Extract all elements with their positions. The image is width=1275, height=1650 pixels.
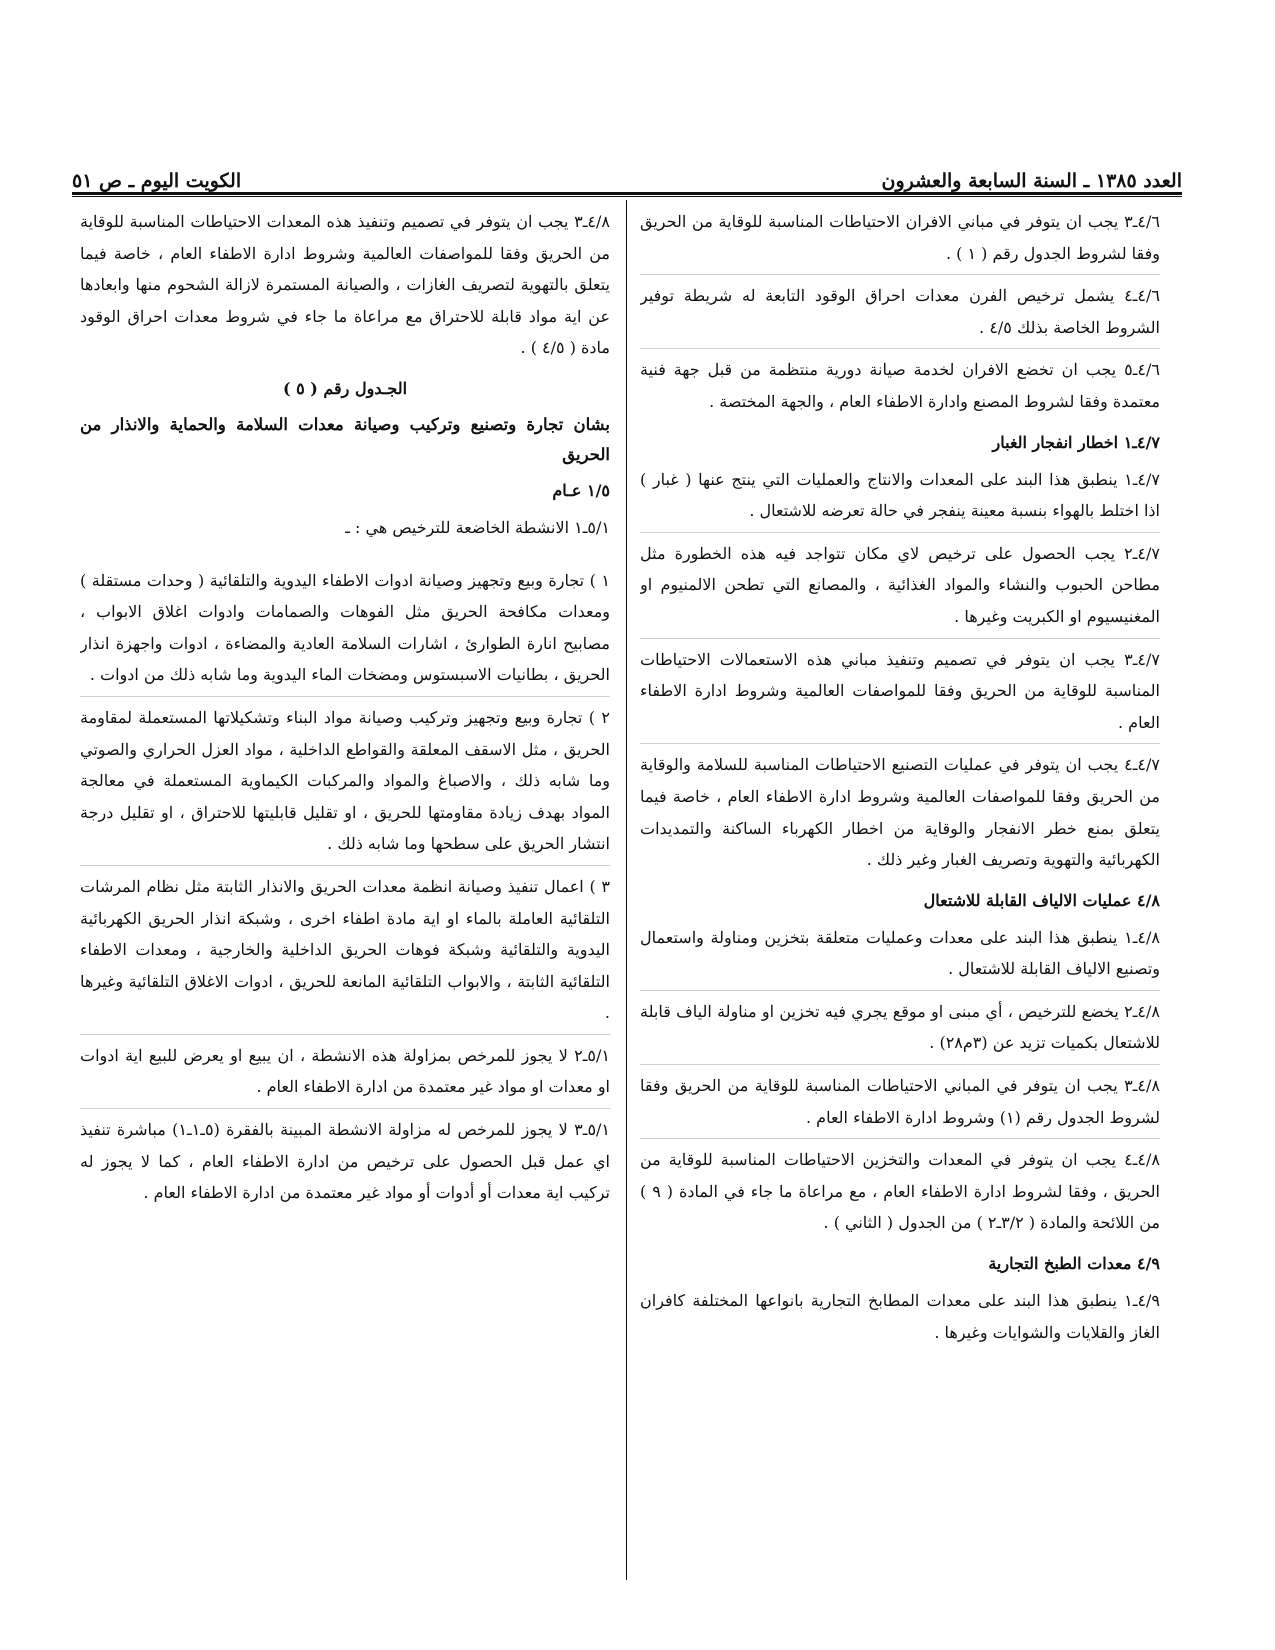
clause-4-9-1: ٤/٩ـ١ ينطبق هذا البند على معدات المطابخ التجارية بانواعها المختلفة كافران الغاز والقلايات والشوايات وغيرها . (640, 1291, 1160, 1342)
clause-4-6-3: ٤/٦ـ٣ يجب ان يتوفر في مباني الافران الاحتياطات المناسبة للوقاية من الحريق وفقا لشروط الجدول رقم ( ١ ) . (640, 206, 1160, 275)
table-subtitle: بشان تجارة وتصنيع وتركيب وصيانة معدات السلامة والحماية والانذار من الحريق (80, 414, 610, 464)
clause-4-8-2: ٤/٨ـ٢ يخضع للترخيص ، أي مبنى او موقع يجري فيه تخزين او مناولة الياف قابلة للاشتعال بكميات تزيد عن (٣م٢٨) . (640, 996, 1160, 1065)
left-column (80, 206, 610, 1586)
issue-info: العدد ١٣٨٥ ـ السنة السابعة والعشرون (881, 170, 1182, 192)
clause-4-7-2: ٤/٧ـ٢ يجب الحصول على ترخيص لاي مكان تتواجد فيه هذه الخطورة مثل مطاحن الحبوب والنشاء والمواد الغذائية ، والمصانع التي تطحن الالمنيوم او المغنيسيوم او الكبريت وغيرها . (640, 538, 1160, 639)
item-3: ٣ ) اعمال تنفيذ وصيانة انظمة معدات الحريق والانذار الثابتة مثل نظام المرشات التلقائية العاملة بالماء او اية مادة اطفاء اخرى ، وشبكة انذار الحريق الكهربائية اليدوية والتلقائية وشبكة فوهات الحريق الداخلية والخارجية ، ومعدات الاطفاء التلقائية الثابتة ، والابواب التلقائية المانعة للحريق ، ادوات الاغلاق التلقائية وغيرها . (80, 871, 610, 1035)
section-heading-commercial-cooking: ٤/٩ معدات الطبخ التجارية (988, 1254, 1160, 1274)
clause-4-8-3-equipment: ٤/٨ـ٣ يجب ان يتوفر في تصميم وتنفيذ هذه المعدات الاحتياطات المناسبة للوقاية من الحريق وفقا للمواصفات العالمية وشروط ادارة الاطفاء العام ، خاصة فيما يتعلق بالتهوية لتصريف الغازات ، والصيانة المستمرة لازالة الشحوم منها وابعادها عن اية مواد قابلة للاحتراق مع مراعاة ما جاء في شروط معدات احراق الوقود مادة ( ٤/٥ ) . (80, 212, 610, 358)
section-heading-fibers: ٤/٨ عمليات الالياف القابلة للاشتعال (923, 890, 1160, 910)
clause-4-6-4: ٤/٦ـ٤ يشمل ترخيص الفرن معدات احراق الوقود التابعة له شريطة توفير الشروط الخاصة بذلك ٤/٥ . (640, 280, 1160, 349)
clause-5-1-1: ٥/١ـ١ الانشطة الخاضعة للترخيص هي : ـ (345, 517, 610, 537)
item-1: ١ ) تجارة وبيع وتجهيز وصيانة ادوات الاطفاء اليدوية والتلقائية ( وحدات مستقلة ) ومعدات مكافحة الحريق مثل الفوهات والصمامات وادوات اغلاق الابواب ، مصابيح انارة الطوارئ ، اشارات السلامة العادية والمضاءة ، ادوات واجهزة انذار الحريق ، بطانيات الاسبستوس ومضخات الماء اليدوية وما شابه ذلك من ادوات . (80, 565, 610, 697)
right-column (640, 206, 1160, 1586)
clause-5-1-2: ٥/١ـ٢ لا يجوز للمرخص بمزاولة هذه الانشطة ، ان يبيع او يعرض للبيع اية ادوات او معدات او مواد غير معتمدة من ادارة الاطفاء العام . (80, 1040, 610, 1109)
clause-4-6-5: ٤/٦ـ٥ يجب ان تخضع الافران لخدمة صيانة دورية منتظمة من قبل جهة فنية معتمدة وفقا لشروط المصنع وادارة الاطفاء العام ، والجهة المختصة . (640, 360, 1160, 411)
clause-4-7-1: ٤/٧ـ١ ينطبق هذا البند على المعدات والانتاج والعمليات التي ينتج عنها ( غبار ) اذا اختلط بالهواء بنسبة معينة ينفجر في حالة تعرضه للاشتعال . (640, 464, 1160, 533)
publication-page: الكويت اليوم ـ ص ٥١ (72, 170, 242, 192)
clause-4-7-4: ٤/٧ـ٤ يجب ان يتوفر في عمليات التصنيع الاحتياطات المناسبة للسلامة والوقاية من الحريق وفقا للمواصفات العالمية وشروط ادارة الاطفاء العام ، خاصة فيما يتعلق بمنع خطر الانفجار والوقاية من اخطار الكهرباء الساكنة والتمديدات الكهربائية والتهوية وتصريف الغبار وغير ذلك . (640, 755, 1160, 870)
clause-4-8-3: ٤/٨ـ٣ يجب ان يتوفر في المباني الاحتياطات المناسبة للوقاية من الحريق وفقا لشروط الجدول رقم (١) وشروط ادارة الاطفاء العام . (640, 1070, 1160, 1139)
table-title: الجـدول رقم ( ٥ ) (282, 378, 408, 398)
clause-4-7-3: ٤/٧ـ٣ يجب ان يتوفر في تصميم وتنفيذ مباني هذه الاستعمالات الاحتياطات المناسبة للوقاية من الحريق وفقا للمواصفات العالمية وشروط ادارة الاطفاء العام . (640, 644, 1160, 745)
header-rule-thick (72, 192, 1182, 195)
section-heading-dust-explosion: ٤/٧ـ١ اخطار انفجار الغبار (992, 432, 1160, 452)
item-2: ٢ ) تجارة وبيع وتجهيز وتركيب وصيانة مواد البناء وتشكيلاتها المستعملة لمقاومة الحريق ، مثل الاسقف المعلقة والقواطع الداخلية ، مواد العزل الحراري والصوتي وما شابه ذلك ، والاصباغ والمواد والمركبات الكيماوية المستعملة في معالجة المواد بهدف زيادة مقاومتها للحريق ، او تقليل قابليتها للاحتراق ، او تقليل درجة انتشار الحريق على سطحها وما شابه ذلك . (80, 702, 610, 866)
column-divider (626, 200, 627, 1580)
section-heading-general: ١/٥ عـام (552, 480, 610, 500)
clause-5-1-3: ٥/١ـ٣ لا يجوز للمرخص له مزاولة الانشطة المبينة بالفقرة (٥ـ١ـ١) مباشرة تنفيذ اي عمل قبل الحصول على ترخيص من ادارة الاطفاء العام ، كما لا يجوز له تركيب اية معدات أو أدوات أو مواد غير معتمدة من ادارة الاطفاء العام . (80, 1120, 610, 1203)
clause-4-8-1: ٤/٨ـ١ ينطبق هذا البند على معدات وعمليات متعلقة بتخزين ومناولة واستعمال وتصنيع الالياف القابلة للاشتعال . (640, 922, 1160, 991)
page-header (72, 150, 1182, 192)
clause-4-8-4: ٤/٨ـ٤ يجب ان يتوفر في المعدات والتخزين الاحتياطات المناسبة للوقاية من الحريق ، وفقا لشروط ادارة الاطفاء العام ، مع مراعاة ما جاء في المادة ( ٩ ) من اللائحة والمادة ( ٣/٢ـ٢ ) من الجدول ( الثاني ) . (640, 1150, 1160, 1233)
header-rule-thin (72, 196, 1182, 197)
